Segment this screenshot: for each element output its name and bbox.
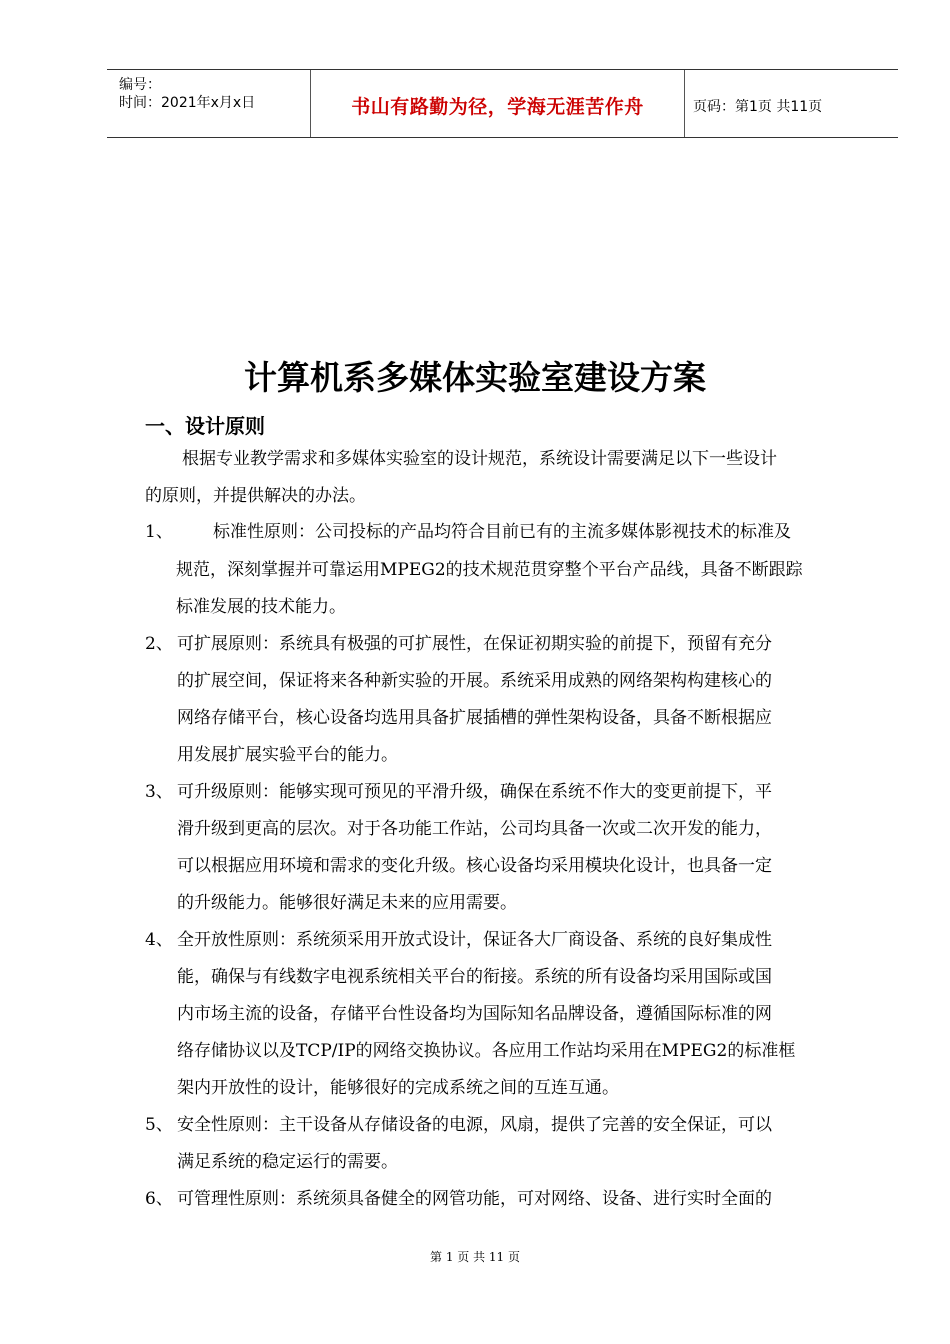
item-line: 标准发展的技术能力。 [176,597,346,617]
item-line: 可扩展原则：系统具有极强的可扩展性，在保证初期实验的前提下，预留有充分 [177,634,772,654]
header-page-cell [684,70,898,137]
item-line: 滑升级到更高的层次。对于各功能工作站，公司均具备一次或二次开发的能力， [177,819,772,839]
intro-line: 根据专业教学需求和多媒体实验室的设计规范，系统设计需要满足以下一些设计 [182,449,777,469]
page-footer: 第 1 页 共 11 页 [430,1250,520,1264]
item-number: 5、 [145,1115,173,1135]
number-label: 编号： [119,77,161,93]
item-line: 网络存储平台，核心设备均选用具备扩展插槽的弹性架构设备，具备不断根据应 [177,708,772,728]
header-motto-cell [310,70,685,137]
item-line: 满足系统的稳定运行的需要。 [177,1152,398,1172]
motto: 书山有路勤为径，学海无涯苦作舟 [351,96,644,118]
item-line: 用发展扩展实验平台的能力。 [177,745,398,765]
page-code: 页码：第1页 共11页 [693,99,823,115]
item-number: 6、 [145,1189,173,1209]
item-line: 架内开放性的设计，能够很好的完成系统之间的互连互通。 [177,1078,619,1098]
item-line: 可升级原则：能够实现可预见的平滑升级，确保在系统不作大的变更前提下，平 [177,782,772,802]
header-info-cell [107,70,310,137]
item-number: 1、 [145,522,173,542]
item-line: 全开放性原则：系统须采用开放式设计，保证各大厂商设备、系统的良好集成性 [177,930,772,950]
section-heading: 一、设计原则 [145,414,265,438]
item-line: 能，确保与有线数字电视系统相关平台的衔接。系统的所有设备均采用国际或国 [177,967,772,987]
header-table [107,69,898,138]
item-line: 规范，深刻掌握并可靠运用MPEG2的技术规范贯穿整个平台产品线，具备不断跟踪 [176,560,803,580]
item-line: 的升级能力。能够很好满足未来的应用需要。 [177,893,517,913]
item-line: 标准性原则：公司投标的产品均符合目前已有的主流多媒体影视技术的标准及 [213,522,791,542]
item-line: 内市场主流的设备，存储平台性设备均为国际知名品牌设备，遵循国际标准的网 [177,1004,772,1024]
item-number: 4、 [145,930,173,950]
intro-line: 的原则，并提供解决的办法。 [145,486,366,506]
time-label: 时间：2021年x月x日 [119,95,256,111]
item-line: 可以根据应用环境和需求的变化升级。核心设备均采用模块化设计，也具备一定 [177,856,772,876]
item-line: 络存储协议以及TCP/IP的网络交换协议。各应用工作站均采用在MPEG2的标准框 [177,1041,796,1061]
item-line: 安全性原则：主干设备从存储设备的电源，风扇，提供了完善的安全保证，可以 [177,1115,772,1135]
item-line: 可管理性原则：系统须具备健全的网管功能，可对网络、设备、进行实时全面的 [177,1189,772,1209]
item-number: 3、 [145,782,173,802]
item-line: 的扩展空间，保证将来各种新实验的开展。系统采用成熟的网络架构构建核心的 [177,671,772,691]
document-title: 计算机系多媒体实验室建设方案 [244,358,706,397]
item-number: 2、 [145,634,173,654]
